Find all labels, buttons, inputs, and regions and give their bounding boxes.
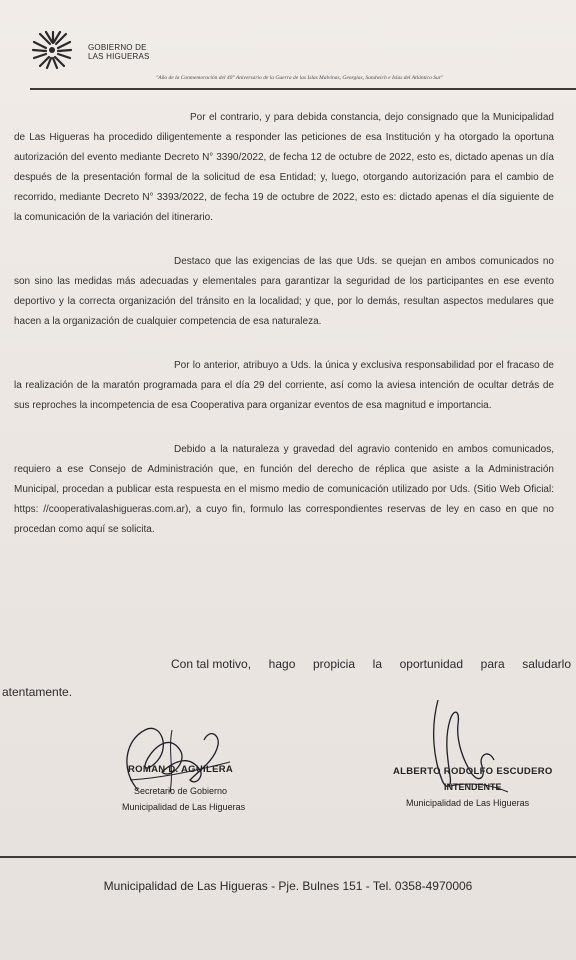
secretary-name: ROMAN D. AGUILERA [128,764,234,775]
gov-line-2: LAS HIGUERAS [88,52,150,61]
header-divider [30,88,576,90]
municipal-logo-icon [30,30,74,70]
paragraph-2: Destaco que las exigencias de las que Uds. se quejan en ambos comunicados no son sino las medidas más adecuadas y elementales para garantizar la seguridad de los participantes en ese evento deportivo y la correcta organización del tránsito en la localidad; y que, por lo demás, resultan aspectos medulares que hacen a la organización de cualquier competencia de esa naturaleza. [14,256,554,327]
closing-word: oportunidad [399,657,464,671]
closing-word: saludarlo [522,657,571,671]
government-name [88,43,150,61]
paragraph-1: Por el contrario, y para debida constancia, dejo consignado que la Municipalidad de Las Higueras ha procedido diligentemente a responder las peticiones de esa Institución y ha otorgado la oportuna autorización del evento mediante Decreto N° 3390/2022, de fecha 12 de octubre de 2022, esto es, dictado apenas un día después de la presentación formal de la solicitud de esa Entidad; y, luego, otorgando autorización para el cambio de recorrido, mediante Decreto N° 3393/2022, de fecha 19 de octubre de 2022, esto es: dictado apenas el día siguiente de la comunicación de la variación del itinerario. [14,112,554,223]
paragraph-4: Debido a la naturaleza y gravedad del agravio contenido en ambos comunicados, requiero a ese Consejo de Administración que, en función del derecho de réplica que asiste a la Administración Municipal, procedan a publicar esta respuesta en el mismo medio de comunicación utilizado por Uds. (Sitio Web Oficial: https: //cooperativalashigueras.com.ar), a cuyo fin, formulo las correspondientes reservas de ley en caso en que no procedan como aquí se solicita. [14,444,554,535]
secretary-institution: Municipalidad de Las Higueras [122,802,246,812]
closing-word: hago [268,657,296,671]
footer-address: Municipalidad de Las Higueras - Pje. Bulnes 151 - Tel. 0358-4970006 [103,879,473,893]
mayor-institution: Municipalidad de Las Higueras [406,798,530,808]
signature-block-mayor [390,690,570,820]
signature-block-secretary [100,700,300,820]
mayor-title: INTENDENTE [444,782,502,792]
year-motto: "Año de la Conmemoración del 40° Aniversario de la Guerra de las Islas Malvinas, Georgias, Sandwich e Islas del Atlántico Sur" [156,75,444,81]
closing-word: para [480,657,505,671]
closing-word: Con tal motivo, [171,657,252,671]
paragraph-3: Por lo anterior, atribuyo a Uds. la única y exclusiva responsabilidad por el fracaso de la realización de la maratón programada para el día 29 del corriente, así como la aviesa intención de ocultar detrás de sus reproches la incompetencia de esa Cooperativa para organizar eventos de esa magnitud e importancia. [14,360,554,411]
mayor-name: ALBERTO RODOLFO ESCUDERO [393,766,553,777]
closing-word: propicia [313,657,356,671]
closing-regards: atentamente. [2,685,73,699]
gov-line-1: GOBIERNO DE [88,43,147,52]
letter-body [14,108,554,564]
letterhead [28,30,576,92]
closing-word: la [372,657,382,671]
footer-divider [0,856,576,858]
secretary-title: Secretario de Gobierno [134,786,228,796]
